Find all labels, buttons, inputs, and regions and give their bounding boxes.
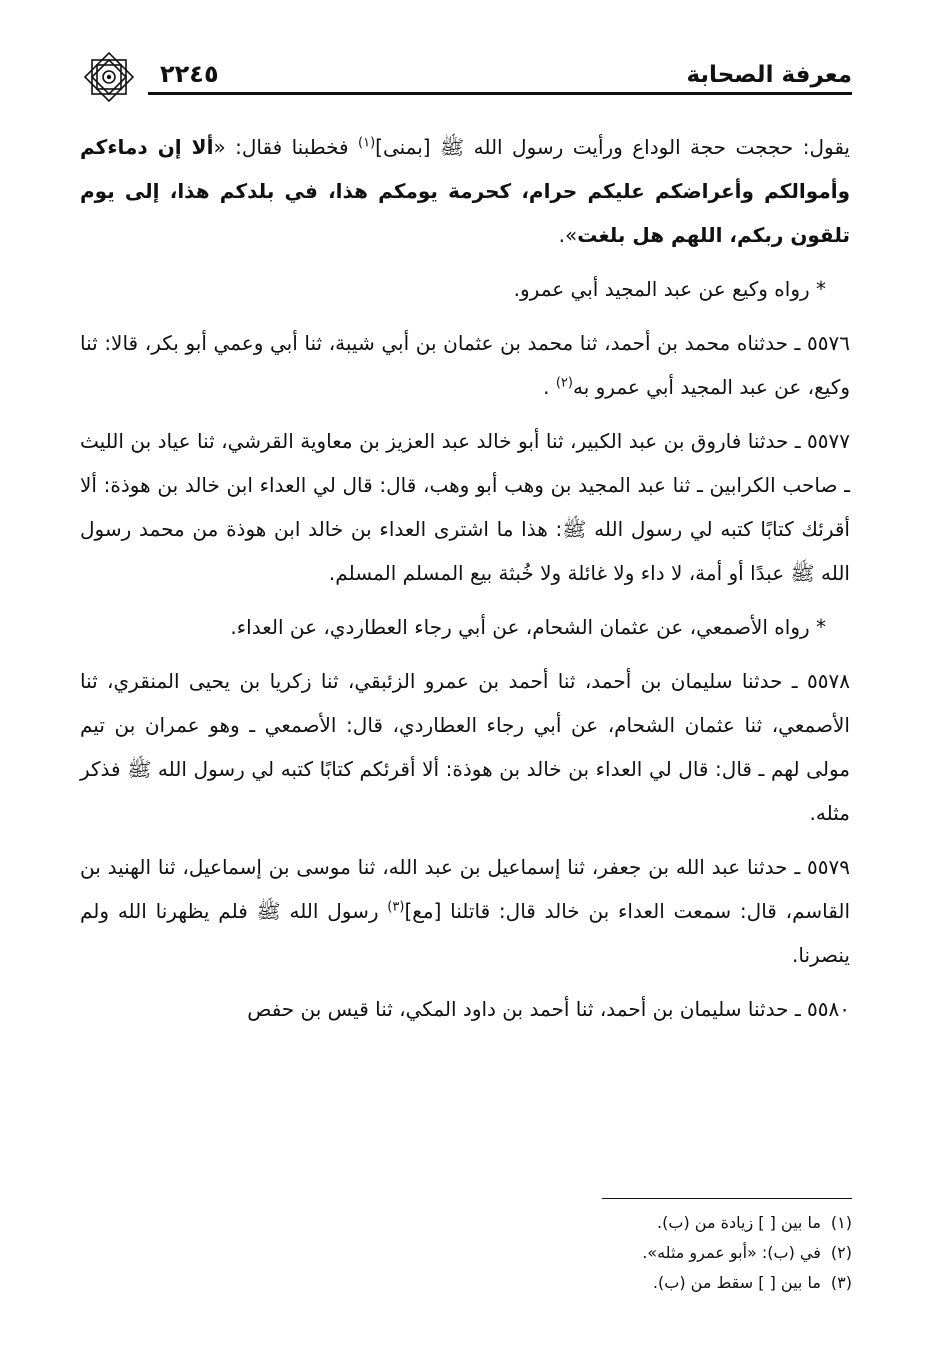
footnote-3-mark: (٣) [830,1273,852,1292]
paragraph-5576 [80,321,850,409]
footnote-1-text: ما بين [ ] زيادة من (ب). [657,1213,821,1232]
para1-quote: ألا إن دماءكم وأموالكم وأعراضكم عليكم حرام، كحرمة يومكم هذا، في بلدكم هذا، إلى يوم تلقون ربكم، اللهم هل بلغت [80,135,850,247]
para1-lead: فخطبنا فقال: « [213,135,359,159]
paragraph-note-waki: * رواه وكيع عن عبد المجيد أبي عمرو. [513,277,826,301]
paragraph-5579 [80,845,850,977]
para1-intro: يقول: حججت حجة الوداع ورأيت رسول الله ﷺ [بمنى] [375,135,851,159]
paragraph-hadith-text [80,125,850,257]
paragraph-note-asmai: * رواه الأصمعي، عن عثمان الشحام، عن أبي رجاء العطاردي، عن العداء. [230,615,826,639]
octagram-ornament-icon [80,48,138,106]
para-5579-text: ٥٥٧٩ ـ حدثنا عبد الله بن جعفر، ثنا إسماعيل بن عبد الله، ثنا موسى بن إسماعيل، ثنا الهنيد بن القاسم، قال: سمعت العداء بن خالد قال: قاتلنا [مع] [80,855,851,923]
running-header [80,48,852,98]
main-text [80,125,850,1041]
header-rule [148,92,852,95]
page-number: ٢٢٤٥ [160,60,219,88]
para-5579-end: رسول الله ﷺ فلم يظهرنا الله ولم ينصرنا. [80,899,850,967]
paragraph-5578: ٥٥٧٨ ـ حدثنا سليمان بن أحمد، ثنا أحمد بن عمرو الزئبقي، ثنا زكريا بن يحيى المنقري، ثنا الأصمعي، ثنا عثمان الشحام، عن أبي رجاء العطاردي، قال: الأصمعي ـ وهو عمران بن تيم مولى لهم ـ قال: قال لي العداء بن خالد بن هوذة: ألا أقرئكم كتابًا كتبه لي رسول الله ﷺ فذكر مثله. [80,669,850,825]
footnote-2-mark: (٢) [830,1243,852,1262]
footnote-1-mark: (١) [830,1213,852,1232]
footnotes [252,1208,852,1298]
footnote-2-text: في (ب): «أبو عمرو مثله». [642,1243,821,1262]
paragraph-5577: ٥٥٧٧ ـ حدثنا فاروق بن عبد الكبير، ثنا أبو خالد عبد العزيز بن معاوية القرشي، ثنا عياد بن الليث ـ صاحب الكرابين ـ ثنا عبد المجيد بن وهب أبو وهب، قال: قال لي العداء ابن خالد بن هوذة: ألا أقرئك كتابًا كتبه لي رسول الله ﷺ: هذا ما اشترى العداء بن خالد ابن هوذة من محمد رسول الله ﷺ عبدًا أو أمة، لا داء ولا غائلة ولا خُبثة بيع المسلم المسلم. [80,429,850,585]
footnote-2 [252,1238,852,1268]
footnote-ref-1: (١) [358,135,376,151]
footnote-3 [252,1268,852,1298]
para-5576-end: . [543,375,556,399]
header-title: معرفة الصحابة [686,62,852,88]
footnote-rule [602,1198,852,1199]
para1-close: ». [558,223,578,247]
footnote-ref-3: (٣) [387,899,405,915]
para-5576-text: ٥٥٧٦ ـ حدثناه محمد بن أحمد، ثنا محمد بن عثمان بن أبي شيبة، ثنا أبي وعمي أبو بكر، قالا: ثنا وكيع، عن عبد المجيد أبي عمرو به [80,331,850,399]
paragraph-5580: ٥٥٨٠ ـ حدثنا سليمان بن أحمد، ثنا أحمد بن داود المكي، ثنا قيس بن حفص [247,997,850,1021]
footnote-1 [252,1208,852,1238]
footnote-ref-2: (٢) [555,375,573,391]
footnote-3-text: ما بين [ ] سقط من (ب). [652,1273,821,1292]
